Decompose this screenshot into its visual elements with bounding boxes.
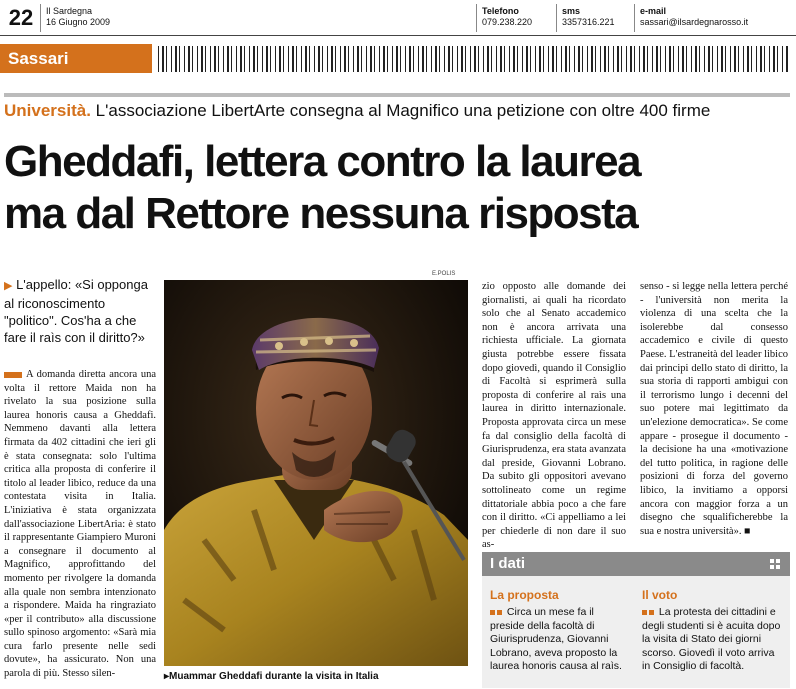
- kicker-text: L'associazione LibertArte consegna al Magnifico una petizione con oltre 400 firme: [90, 101, 711, 120]
- bullet-icon: [642, 610, 647, 615]
- grid-icon: [770, 559, 780, 569]
- email-label: e-mail: [640, 6, 667, 16]
- column-3-text: senso - si legge nella lettera perché - l'università non merita la violenza di una scelta che la isolerebbe dal consesso accademico e civile di questo Paese. L'estraneità del leader libico dai principi dello stato di diritto, la sua storia di rapporti ambigui con il terrorismo lungo i decenni del suo potere mai legittimato da un'elezione democratica». Se come appare - prosegue il documento - la decisione ha una «motivazione del tutto politica, in ragione delle posizioni di forza del governo libico, la invitiamo a opporsi ancora con maggior forza a un disegno che squalificherebbe la sua e nostra università».: [640, 281, 788, 537]
- phone-label: Telefono: [482, 6, 519, 16]
- page-number: 22: [8, 5, 34, 30]
- arrow-icon: ▶: [4, 280, 13, 292]
- info-left-text: Circa un mese fa il preside della facoltà di Giurisprudenza, Giovanni Lobrano, aveva proposto la laurea honoris causa al raìs.: [490, 606, 622, 672]
- section-label: Sassari: [0, 44, 152, 73]
- info-left-title: La proposta: [490, 588, 559, 602]
- paper-name: Il Sardegna: [46, 6, 93, 16]
- paper-info: [46, 6, 110, 28]
- portrait-illustration: [164, 280, 468, 666]
- headline-line-1: Gheddafi, lettera contro la laurea: [4, 137, 641, 186]
- column-1-text: A domanda diretta ancora una volta il rettore Maida non ha rivelato la sua posizione sulla laurea honoris causa a Gheddafi. Nemmeno davanti alla lettera firmata da 402 cittadini che ieri gli è stata consegnata: solo l'ultima critica alla proposta di conferire il titolo al leader libico, reduce da una contestata visita in Italia. L'iniziativa è stata organizzata dall'associazione LibertAria: è stato il rappresentante Giampiero Muroni a consegnare il documento al Magnifico, approfittando del momento per rivolgere la domanda alla quale non sembra intenzionato a rispondere. Maida ha ringraziato «per il contributo» alla discussione sullo spinoso argomento: «Sarà mia cura farlo presente nelle sedi dovute», ha assicurato. Non una parola di più. Stesso silen-: [4, 369, 156, 680]
- info-box-header: [482, 552, 790, 576]
- phone-block: [482, 6, 532, 28]
- photo-credit: E.POLIS: [432, 271, 456, 277]
- masthead-divider: [476, 4, 477, 32]
- sms-label: sms: [562, 6, 581, 16]
- photo-gheddafi: [164, 280, 468, 666]
- photo-caption: ▸Muammar Gheddafi durante la visita in Italia: [164, 671, 379, 682]
- headline: [4, 136, 790, 240]
- kicker: [4, 100, 790, 122]
- article-column-1: [4, 368, 156, 681]
- headline-line-2: ma dal Rettore nessuna risposta: [4, 189, 638, 238]
- issue-date: 16 Giugno 2009: [46, 17, 111, 27]
- summary: [4, 276, 156, 346]
- lead-marker-icon: [4, 372, 22, 378]
- sms-block: [562, 6, 615, 28]
- article-column-2: [482, 280, 626, 552]
- bullet-icon: [497, 610, 502, 615]
- bullet-icon: [649, 610, 654, 615]
- info-right-text: La protesta dei cittadini e degli studenti si è acuita dopo la visita di Stato dei giorni scorso. Giovedì il voto arriva in Consiglio di facoltà.: [642, 606, 781, 672]
- decorative-barcode: [158, 46, 790, 72]
- masthead-divider: [40, 4, 41, 32]
- end-mark: ■: [744, 525, 751, 537]
- summary-text: L'appello: «Si opponga al riconoscimento "politico". Cos'ha a che fare il raìs con il diritto?»: [4, 277, 148, 345]
- info-right: [642, 606, 784, 674]
- masthead-divider: [634, 4, 635, 32]
- phone-number: 079.238.220: [482, 17, 533, 27]
- info-left: [490, 606, 630, 674]
- column-2-text: zio opposto alle domande dei giornalisti, ai quali ha ricordato solo che al Senato accademico non è ancora arrivata una richiesta ufficiale. La giornata giusta potrebbe essere fissata dopo giovedì, quando il Consiglio di Facoltà si esprimerà sulla proposta di conferire al raìs una laurea in diritto internazionale. Proposta approvata circa un mese fa dal consiglio della facoltà di Giurisprudenza, era stata avanzata dal preside, Giovanni Lobrano. Da subito gli oppositori avevano sottolineato come un regime dittatoriale abbia poco a che fare con il diritto. «Ci appelliamo a lei per chiederle di non dare il suo as-: [482, 281, 627, 551]
- masthead: [0, 0, 796, 36]
- email-address: sassari@ilsardegnarosso.it: [640, 17, 749, 27]
- kicker-rule: [4, 93, 790, 97]
- info-right-title: Il voto: [642, 588, 678, 602]
- kicker-tag: Università.: [4, 101, 91, 120]
- sms-number: 3357316.221: [562, 17, 615, 27]
- masthead-divider: [556, 4, 557, 32]
- bullet-icon: [490, 610, 495, 615]
- article-column-3: [640, 280, 788, 538]
- info-box-title: I dati: [490, 555, 526, 572]
- email-block: [640, 6, 748, 28]
